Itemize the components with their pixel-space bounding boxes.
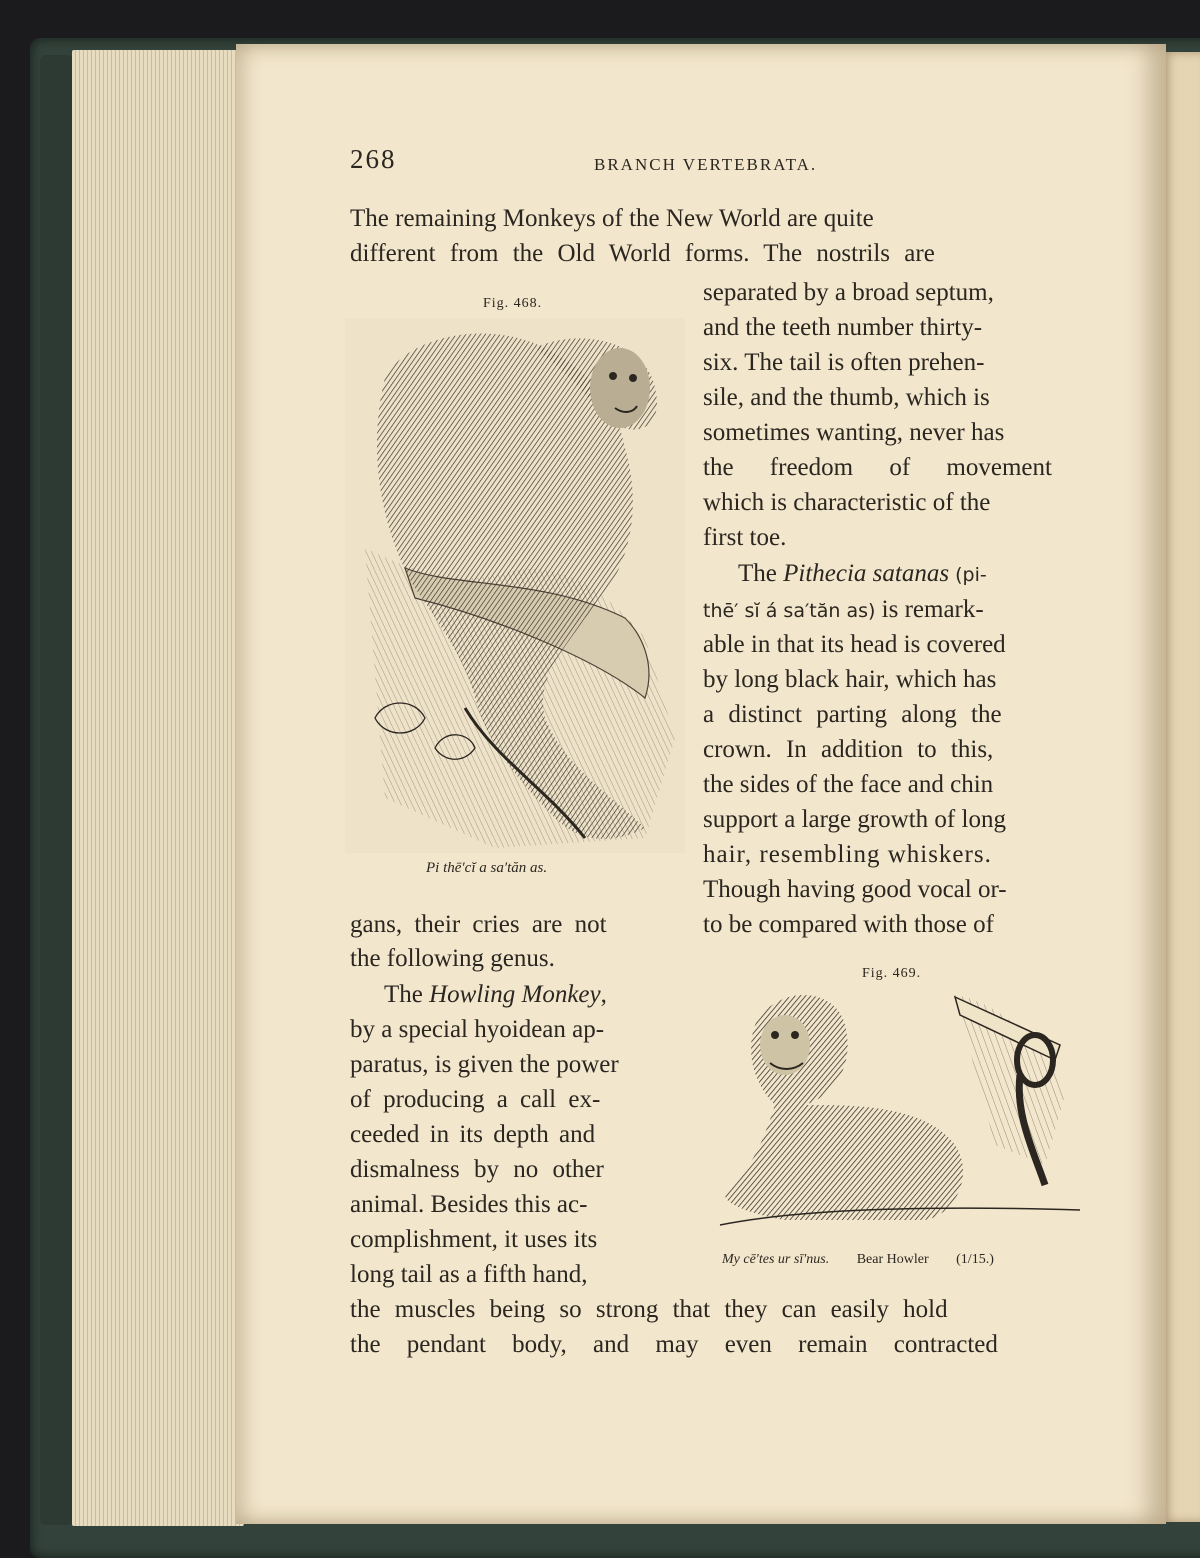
text-line: sometimes wanting, never has bbox=[703, 419, 1005, 446]
species-name: Howling Monkey bbox=[429, 981, 601, 1008]
page-number: 268 bbox=[350, 144, 397, 174]
page-stack-edges bbox=[72, 50, 244, 1526]
text-line bbox=[350, 206, 1085, 231]
monkey-pithecia-illustration bbox=[345, 318, 685, 853]
text-line: sile, and the thumb, which is bbox=[703, 384, 990, 411]
running-title: BRANCH VERTEBRATA. bbox=[594, 155, 818, 174]
book-spine-edge bbox=[40, 55, 74, 1525]
text-line: crown. In addition to this, bbox=[703, 736, 994, 763]
text-line: of producing a call ex- bbox=[350, 1086, 601, 1113]
text-line: dismalness by no other bbox=[350, 1156, 604, 1183]
text-line: hair, resembling whiskers. bbox=[703, 841, 992, 868]
species-name: Pithecia satanas bbox=[783, 560, 950, 587]
text-line: and the teeth number thirty- bbox=[703, 314, 983, 341]
pronunciation: thē′ sĭ á sa′tăn as) bbox=[703, 600, 876, 622]
caption-scale: (1/15.) bbox=[956, 1252, 994, 1267]
text-line: different from the Old World forms. The nostrils are bbox=[350, 240, 935, 267]
monkey-howler-illustration bbox=[715, 985, 1085, 1235]
text-span: , bbox=[600, 981, 607, 1008]
caption-common-name: Bear Howler bbox=[856, 1252, 929, 1267]
text-span: is remark- bbox=[875, 596, 984, 623]
text-line: long tail as a fifth hand, bbox=[350, 1261, 588, 1288]
caption-species: My cē′tes ur sī′nus. bbox=[722, 1252, 830, 1267]
text-line: the pendant body, and may even remain contracted bbox=[350, 1331, 998, 1358]
text-line: Though having good vocal or- bbox=[703, 876, 1007, 903]
text-line: ceeded in its depth and bbox=[350, 1121, 596, 1148]
text-line bbox=[384, 982, 607, 1007]
text-line: able in that its head is covered bbox=[703, 631, 1006, 658]
text-span: The bbox=[384, 981, 430, 1008]
text-line: the following genus. bbox=[350, 945, 555, 972]
text-line: the muscles being so strong that they can easily hold bbox=[350, 1296, 948, 1323]
text-line: six. The tail is often prehen- bbox=[703, 349, 985, 376]
text-line: animal. Besides this ac- bbox=[350, 1191, 588, 1218]
text-line: separated by a broad septum, bbox=[703, 279, 994, 306]
text-span: The bbox=[738, 560, 784, 587]
figure-468-caption: Pi thē′cĭ a sa′tăn as. bbox=[426, 860, 548, 876]
text-line: the sides of the face and chin bbox=[703, 771, 994, 798]
text-line: by a special hyoidean ap- bbox=[350, 1016, 605, 1043]
text-line: the freedom of movement bbox=[703, 454, 1052, 481]
text-line: paratus, is given the power bbox=[350, 1051, 619, 1078]
text-line bbox=[703, 597, 984, 622]
facing-page-edge bbox=[1160, 52, 1200, 1522]
text-line: support a large growth of long bbox=[703, 806, 1006, 833]
text-span: The remaining Monkeys of the New World are quite bbox=[350, 205, 874, 232]
figure-469-caption bbox=[722, 1252, 994, 1268]
figure-469-label: Fig. 469. bbox=[862, 966, 922, 981]
text-line: by long black hair, which has bbox=[703, 666, 997, 693]
text-line bbox=[738, 561, 987, 586]
text-line: which is characteristic of the bbox=[703, 489, 991, 516]
text-line: first toe. bbox=[703, 524, 787, 551]
text-line: to be compared with those of bbox=[703, 911, 994, 938]
text-line: a distinct parting along the bbox=[703, 701, 1002, 728]
figure-468-label: Fig. 468. bbox=[483, 296, 543, 311]
text-line: complishment, it uses its bbox=[350, 1226, 598, 1253]
text-span: (pi- bbox=[949, 564, 987, 586]
text-line: gans, their cries are not bbox=[350, 911, 607, 938]
